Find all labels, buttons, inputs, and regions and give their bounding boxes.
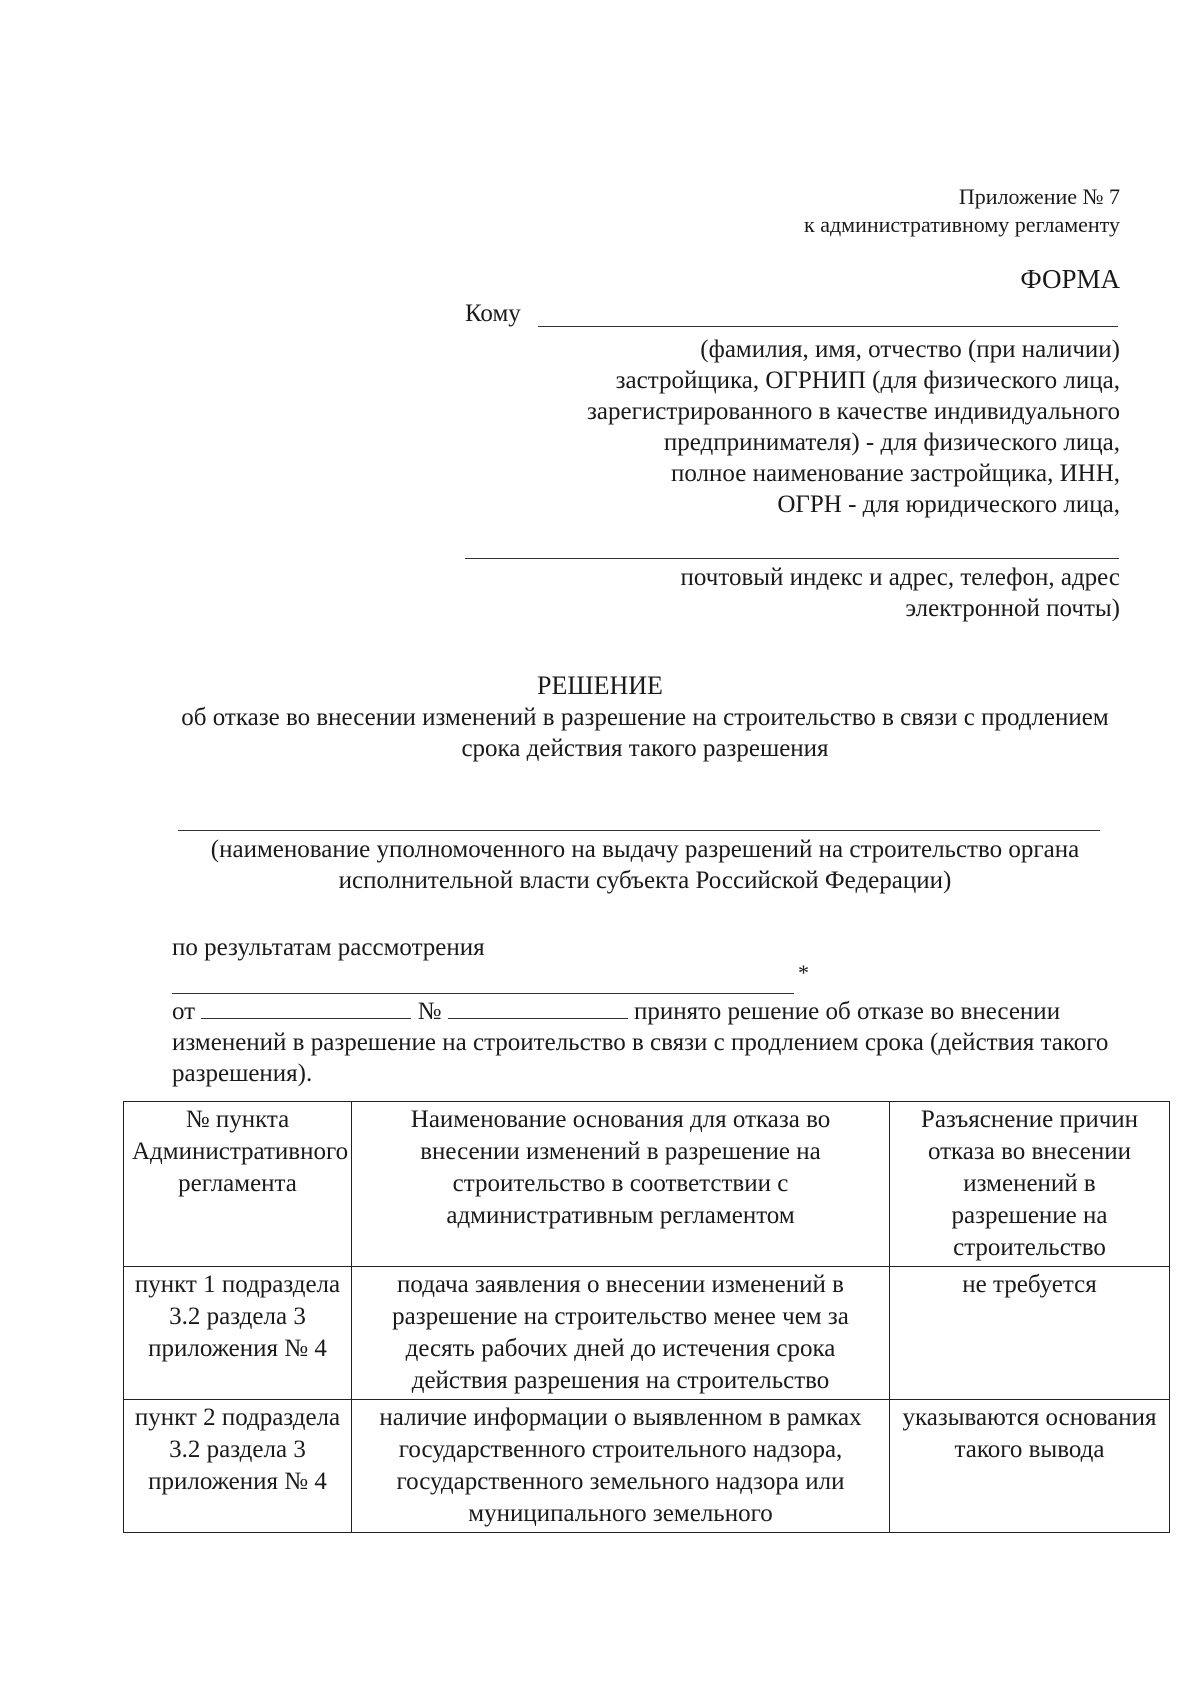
decision-title: РЕШЕНИЕ — [537, 671, 663, 700]
table-header-row — [124, 1102, 1170, 1267]
results-label: по результатам рассмотрения — [172, 934, 485, 961]
recipient-caption-line: зарегистрированного в качестве индивидуального — [587, 398, 1120, 425]
recipient-caption-line: ОГРН - для юридического лица, — [777, 491, 1120, 518]
recipient-caption-line: полное наименование застройщика, ИНН, — [671, 460, 1120, 487]
address-caption-line: электронной почты) — [905, 595, 1120, 622]
recipient-blank-line[interactable] — [538, 326, 1118, 327]
organization-caption: (наименование уполномоченного на выдачу разрешений на строительство органа исполнительной власти субъекта Российской Федерации) — [210, 836, 1080, 894]
recipient-caption — [420, 334, 1120, 520]
reasons-table — [123, 1101, 1170, 1533]
table-header-cell: Наименование основания для отказа во внесении изменений в разрешение на строительство в соответствии с административным регламентом — [352, 1102, 890, 1267]
table-cell-explanation: не требуется — [890, 1267, 1170, 1400]
recipient-caption-line: застройщика, ОГРНИП (для физического лица, — [615, 367, 1120, 394]
number-blank[interactable] — [448, 998, 628, 1019]
table-row — [124, 1267, 1170, 1400]
number-label: № — [417, 998, 442, 1025]
table-header-cell: № пункта Административного регламента — [124, 1102, 352, 1267]
table-cell-reason: наличие информации о выявленном в рамках государственного строительного надзора, государственного земельного надзора или муниципального земельного — [352, 1400, 890, 1533]
decision-text: принято решение об отказе во внесении изменений в разрешение на строительство в связи с продлением срока (действия такого разрешения). — [172, 998, 1109, 1087]
address-caption — [420, 562, 1120, 624]
appendix-header — [520, 183, 1120, 239]
results-footnote-mark: * — [798, 960, 809, 985]
organization-blank-line[interactable] — [178, 830, 1100, 831]
appendix-reference: к административному регламенту — [804, 212, 1120, 237]
table-cell-reason: подача заявления о внесении изменений в разрешение на строительство менее чем за десять рабочих дней до истечения срока действия разрешения на строительство — [352, 1267, 890, 1400]
table-cell-point: пункт 1 подраздела 3.2 раздела 3 приложения № 4 — [124, 1267, 352, 1400]
table-header-cell: Разъяснение причин отказа во внесении изменений в разрешение на строительство — [890, 1102, 1170, 1267]
recipient-to-label: Кому — [465, 300, 521, 327]
results-blank-line[interactable] — [172, 993, 794, 994]
decision-statement — [172, 996, 1112, 1089]
table-row — [124, 1400, 1170, 1533]
address-blank-line[interactable] — [465, 558, 1119, 559]
date-blank[interactable] — [201, 998, 411, 1019]
form-label: ФОРМА — [1020, 264, 1120, 294]
appendix-number: Приложение № 7 — [958, 184, 1120, 209]
from-label: от — [172, 998, 196, 1025]
address-caption-line: почтовый индекс и адрес, телефон, адрес — [680, 564, 1120, 591]
recipient-caption-line: (фамилия, имя, отчество (при наличии) — [700, 336, 1120, 363]
recipient-caption-line: предпринимателя) - для физического лица, — [663, 429, 1120, 456]
table-cell-point: пункт 2 подраздела 3.2 раздела 3 приложения № 4 — [124, 1400, 352, 1533]
table-cell-explanation: указываются основания такого вывода — [890, 1400, 1170, 1533]
decision-subtitle: об отказе во внесении изменений в разрешение на строительство в связи с продлением срока действия такого разрешения — [181, 704, 1109, 762]
